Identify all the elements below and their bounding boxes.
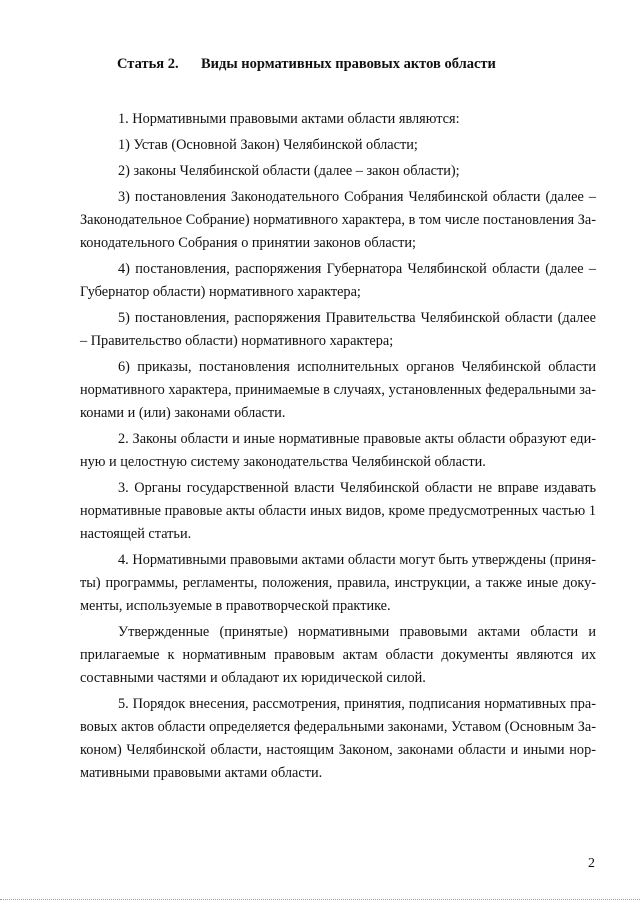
paragraph-5: 5. Порядок внесения, рассмотрения, принятия, подписания нормативных правовых актов области определяется федеральными законами, Уставом (Основным Законом) Челябинской области, настоящим Законом, законами области и иными нормативными правовыми актами области. (80, 696, 596, 781)
paragraph-item-1: 1) Устав (Основной Закон) Челябинской области; (118, 137, 418, 153)
page-number: 2 (588, 856, 595, 871)
paragraph-item-4: 4) постановления, распоряжения Губернатора Челябинской области (далее – Губернатор области) нормативного характера; (80, 261, 596, 300)
paragraph-2: 2. Законы области и иные нормативные правовые акты области образуют единую и целостную систему законодательства Челябинской области. (80, 431, 596, 470)
paragraph-4: 4. Нормативными правовыми актами области могут быть утверждены (приняты) программы, регламенты, положения, правила, инструкции, а также иные документы, используемые в правотворческой практике. (80, 552, 596, 614)
paragraph-item-3: 3) постановления Законодательного Собрания Челябинской области (далее – Законодательное Собрание) нормативного характера, в том числе постановления Законодательного Собрания о принятии законов области; (80, 189, 596, 251)
paragraph-1: 1. Нормативными правовыми актами области являются: (118, 111, 460, 127)
paragraph-4-continued: Утвержденные (принятые) нормативными правовыми актами области и прилагаемые к нормативным правовым актам области документы являются их составными частями и обладают их юридической силой. (80, 624, 596, 686)
bottom-divider (0, 899, 640, 900)
paragraph-item-2: 2) законы Челябинской области (далее – закон области); (118, 163, 460, 179)
paragraph-item-5: 5) постановления, распоряжения Правительства Челябинской области (далее – Правительство области) нормативного характера; (80, 310, 596, 349)
article-heading (117, 56, 496, 73)
paragraph-3: 3. Органы государственной власти Челябинской области не вправе издавать нормативные правовые акты области иных видов, кроме предусмотренных частью 1 настоящей статьи. (80, 480, 596, 542)
article-body (80, 108, 596, 788)
article-title: Виды нормативных правовых актов области (201, 56, 496, 72)
article-number: Статья 2. (117, 56, 179, 72)
paragraph-item-6: 6) приказы, постановления исполнительных органов Челябинской области нормативного характера, принимаемые в случаях, установленных федеральными законами и (или) законами области. (80, 359, 596, 421)
